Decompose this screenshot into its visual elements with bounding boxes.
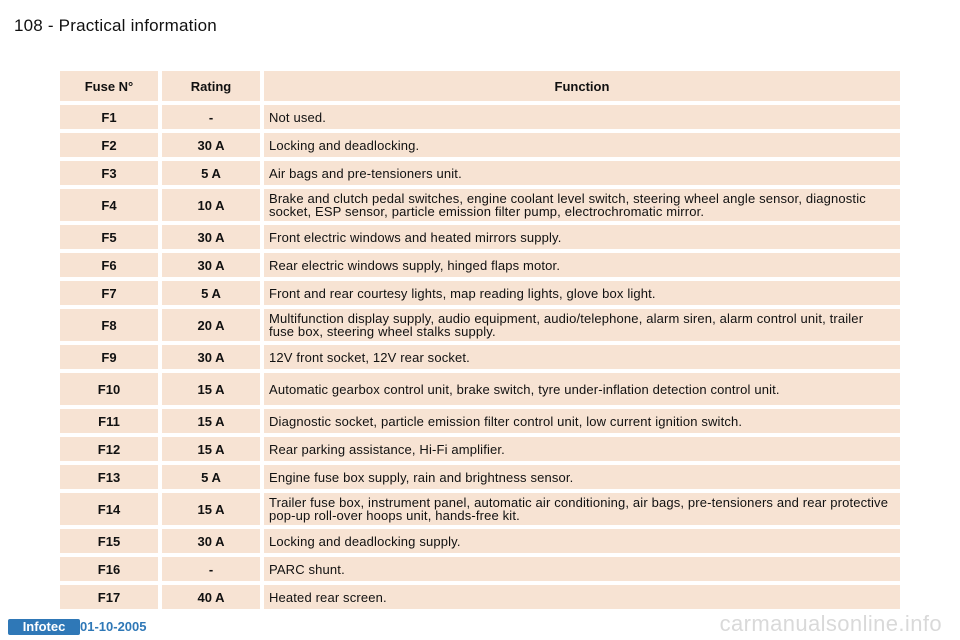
fuse-number-cell: F5 [60, 225, 158, 249]
fuse-number-cell: F2 [60, 133, 158, 157]
table-row [60, 105, 900, 129]
column-header-fuse: Fuse N° [60, 71, 158, 101]
fuse-table [56, 67, 904, 613]
column-header-rating: Rating [162, 71, 260, 101]
function-cell: Engine fuse box supply, rain and brightness sensor. [264, 465, 900, 489]
fuse-number-cell: F15 [60, 529, 158, 553]
table-row [60, 133, 900, 157]
table-row [60, 189, 900, 221]
footer-date: 01-10-2005 [80, 619, 147, 634]
page-title: 108 - Practical information [14, 16, 217, 35]
table-row [60, 585, 900, 609]
function-cell: Heated rear screen. [264, 585, 900, 609]
table-row [60, 557, 900, 581]
function-cell: Locking and deadlocking supply. [264, 529, 900, 553]
rating-cell: 30 A [162, 529, 260, 553]
rating-cell: 5 A [162, 465, 260, 489]
column-header-function: Function [264, 71, 900, 101]
table-row [60, 225, 900, 249]
fuse-number-cell: F4 [60, 189, 158, 221]
function-cell: Front electric windows and heated mirrors supply. [264, 225, 900, 249]
rating-cell: 30 A [162, 225, 260, 249]
fuse-number-cell: F14 [60, 493, 158, 525]
fuse-number-cell: F7 [60, 281, 158, 305]
rating-cell: 30 A [162, 345, 260, 369]
rating-cell: 40 A [162, 585, 260, 609]
rating-cell: 30 A [162, 253, 260, 277]
rating-cell: 5 A [162, 281, 260, 305]
table-row [60, 373, 900, 405]
rating-cell: 30 A [162, 133, 260, 157]
function-cell: Multifunction display supply, audio equipment, audio/telephone, alarm siren, alarm control unit, trailer fuse box, steering wheel stalks supply. [264, 309, 900, 341]
function-cell: Air bags and pre-tensioners unit. [264, 161, 900, 185]
rating-cell: 15 A [162, 373, 260, 405]
rating-cell: 5 A [162, 161, 260, 185]
rating-cell: 15 A [162, 493, 260, 525]
rating-cell: 10 A [162, 189, 260, 221]
table-row [60, 529, 900, 553]
rating-cell: - [162, 557, 260, 581]
function-cell: Rear electric windows supply, hinged flaps motor. [264, 253, 900, 277]
function-cell: Trailer fuse box, instrument panel, automatic air conditioning, air bags, pre-tensioners and rear protective pop-up roll-over hoops unit, hands-free kit. [264, 493, 900, 525]
table-row [60, 437, 900, 461]
table-row [60, 345, 900, 369]
fuse-number-cell: F17 [60, 585, 158, 609]
function-cell: Automatic gearbox control unit, brake switch, tyre under-inflation detection control unit. [264, 373, 900, 405]
infotec-badge: Infotec [8, 619, 80, 635]
rating-cell: 20 A [162, 309, 260, 341]
function-cell: PARC shunt. [264, 557, 900, 581]
rating-cell: 15 A [162, 437, 260, 461]
function-cell: 12V front socket, 12V rear socket. [264, 345, 900, 369]
fuse-number-cell: F1 [60, 105, 158, 129]
fuse-number-cell: F10 [60, 373, 158, 405]
fuse-number-cell: F13 [60, 465, 158, 489]
function-cell: Locking and deadlocking. [264, 133, 900, 157]
function-cell: Brake and clutch pedal switches, engine coolant level switch, steering wheel angle sensor, diagnostic socket, ESP sensor, particle emission filter pump, electrochromatic mirror. [264, 189, 900, 221]
fuse-number-cell: F12 [60, 437, 158, 461]
table-row [60, 409, 900, 433]
fuse-number-cell: F11 [60, 409, 158, 433]
table-row [60, 161, 900, 185]
function-cell: Front and rear courtesy lights, map reading lights, glove box light. [264, 281, 900, 305]
rating-cell: - [162, 105, 260, 129]
rating-cell: 15 A [162, 409, 260, 433]
table-row [60, 465, 900, 489]
fuse-number-cell: F9 [60, 345, 158, 369]
fuse-number-cell: F3 [60, 161, 158, 185]
fuse-number-cell: F6 [60, 253, 158, 277]
function-cell: Rear parking assistance, Hi-Fi amplifier. [264, 437, 900, 461]
table-row [60, 281, 900, 305]
fuse-number-cell: F8 [60, 309, 158, 341]
table-row [60, 493, 900, 525]
function-cell: Diagnostic socket, particle emission filter control unit, low current ignition switch. [264, 409, 900, 433]
table-header-row [60, 71, 900, 101]
table-row [60, 309, 900, 341]
watermark: carmanualsonline.info [719, 611, 942, 636]
function-cell: Not used. [264, 105, 900, 129]
fuse-number-cell: F16 [60, 557, 158, 581]
table-row [60, 253, 900, 277]
